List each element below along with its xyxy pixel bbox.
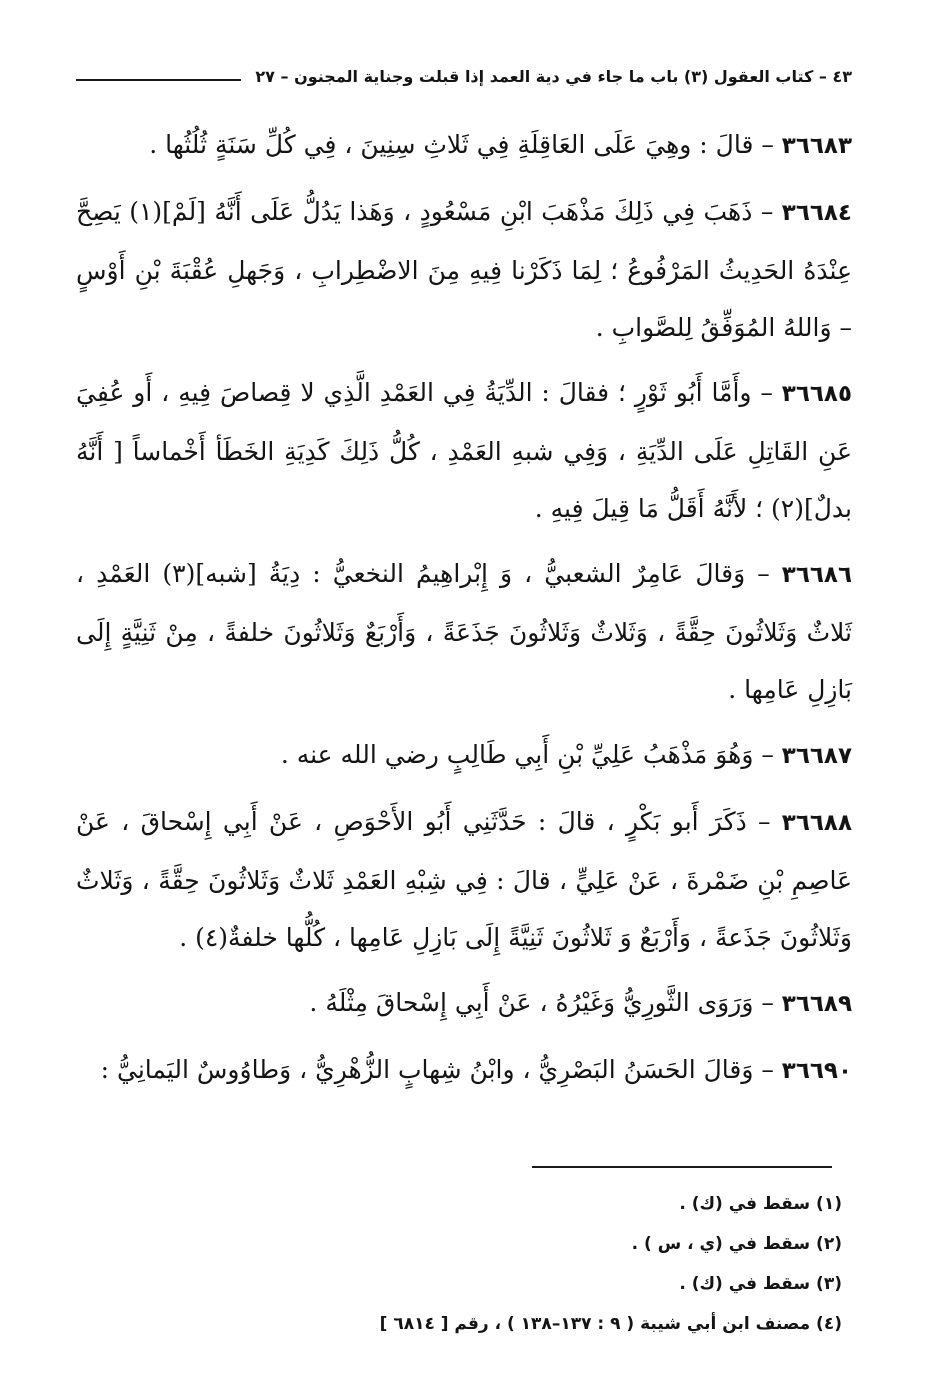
paragraph-text: – وَهُوَ مَذْهَبُ عَلِيِّ بْنِ أَبِي طَالِبٍ رضي الله عنه . [280, 740, 782, 769]
paragraph-36685 [76, 364, 852, 537]
paragraph-number: ٣٦٦٨٤ [781, 200, 852, 226]
header-rule [76, 79, 241, 81]
footnotes [82, 1184, 842, 1344]
footnote-2: (٢) سقط في (ي ، س ) . [631, 1234, 842, 1254]
paragraph-36689 [76, 974, 852, 1033]
paragraph-36687 [76, 726, 852, 785]
paragraph-36683 [76, 116, 852, 175]
paragraph-text: – قالَ : وهِيَ عَلَى العَاقِلَةِ فِي ثَلاثِ سِنِينَ ، فِي كُلِّ سَنَةٍ ثُلُثُها . [149, 130, 782, 159]
footnote-3: (٣) سقط في (ك) . [679, 1274, 842, 1294]
main-text [76, 116, 852, 1108]
paragraph-36688 [76, 793, 852, 966]
paragraph-number: ٣٦٦٨٨ [781, 810, 852, 836]
paragraph-text: – وَقالَ الحَسَنُ البَصْرِيُّ ، وابْنُ شِهابٍ الزُّهْرِيُّ ، وَطاوُوسٌ اليَمانِيُّ : [100, 1055, 782, 1084]
footnote-separator [532, 1166, 832, 1168]
paragraph-text: – وأَمَّا أَبُو ثَوْرٍ ؛ فقالَ : الدِّيَةُ فِي العَمْدِ الَّذِي لا قِصاصَ فِيهِ ، أَو عُفِيَ عَنِ القَاتِلِ عَلَى الدِّيَةِ ، وَفِي شبهِ العَمْدِ ، كُلُّ ذَلِكَ كَدِيَةِ الخَطَأ أَخْماساً [ أَنَّهُ بدلٌ](٢) ؛ لأَنَّهُ أَقَلُّ مَا قِيلَ فِيهِ . [76, 378, 852, 523]
footnote-4: (٤) مصنف ابن أبي شيبة ( ٩ : ١٣٧–١٣٨ ) ، رقم [ ٦٨١٤ ] [379, 1314, 842, 1334]
paragraph-36684 [76, 183, 852, 356]
paragraph-text: – وَقالَ عَامِرٌ الشعبيُّ ، وَ إِبْراهِيمُ النخعيُّ : دِيَةُ [شبه](٣) العَمْدِ ، ثَلاثٌ وَثَلاثُونَ حِقَّةً ، وَثَلاثٌ وَثَلاثُونَ جَذَعَةً ، وَأَرْبَعٌ وَثَلاثُونَ خلفةً ، مِنْ ثَنِيَّةٍ إِلَى بَازِلِ عَامِها . [76, 559, 852, 704]
paragraph-36690 [76, 1041, 852, 1100]
paragraph-number: ٣٦٦٨٣ [781, 133, 852, 159]
paragraph-text: – وَرَوَى الثَّورِيُّ وَغَيْرُهُ ، عَنْ أَبِي إِسْحاقَ مِثْلَهُ . [309, 988, 782, 1017]
paragraph-number: ٣٦٦٨٩ [781, 991, 852, 1017]
paragraph-text: – ذَهَبَ فِي ذَلِكَ مَذْهَبَ ابْنِ مَسْعُودٍ ، وَهَذا يَدُلُّ عَلَى أَنَّهُ [لَمْ](١) يَصِحَّ عِنْدَهُ الحَدِيثُ المَرْفُوعُ ؛ لِمَا ذَكَرْنا فِيهِ مِنَ الاضْطِرابِ ، وَجَهلِ عُقْبَةَ بْنِ أَوْسٍ – وَاللهُ المُوَفِّقُ لِلصَّوابِ . [76, 197, 852, 342]
paragraph-number: ٣٦٦٨٥ [781, 381, 852, 407]
paragraph-36686 [76, 545, 852, 718]
paragraph-number: ٣٦٦٨٦ [781, 562, 852, 588]
running-header [76, 56, 852, 96]
running-title: ٤٣ – كتاب العقول (٣) باب ما جاء في دية العمد إذا قبلت وجناية المجنون – ٢٧ [255, 66, 852, 86]
paragraph-number: ٣٦٦٩٠ [781, 1058, 852, 1084]
footnote-1: (١) سقط في (ك) . [679, 1194, 842, 1214]
paragraph-number: ٣٦٦٨٧ [781, 743, 852, 769]
paragraph-text: – ذَكَرَ أَبو بَكْرٍ ، قالَ : حَدَّثَنِي أَبُو الأَحْوَصِ ، عَنْ أَبِي إِسْحاقَ ، عَنْ عَاصِمِ بْنِ ضَمْرةَ ، عَنْ عَلِيٍّ ، قالَ : فِي شِبْهِ العَمْدِ ثَلاثٌ وَثَلاثُونَ حِقَّةً ، وَثَلاثٌ وَثَلاثُونَ جَذَعةً ، وَأَرْبَعٌ وَ ثَلاثُونَ ثَنِيَّةً إِلَى بَازِلِ عَامِها ، كُلُّها خلفةٌ(٤) . [76, 807, 852, 952]
